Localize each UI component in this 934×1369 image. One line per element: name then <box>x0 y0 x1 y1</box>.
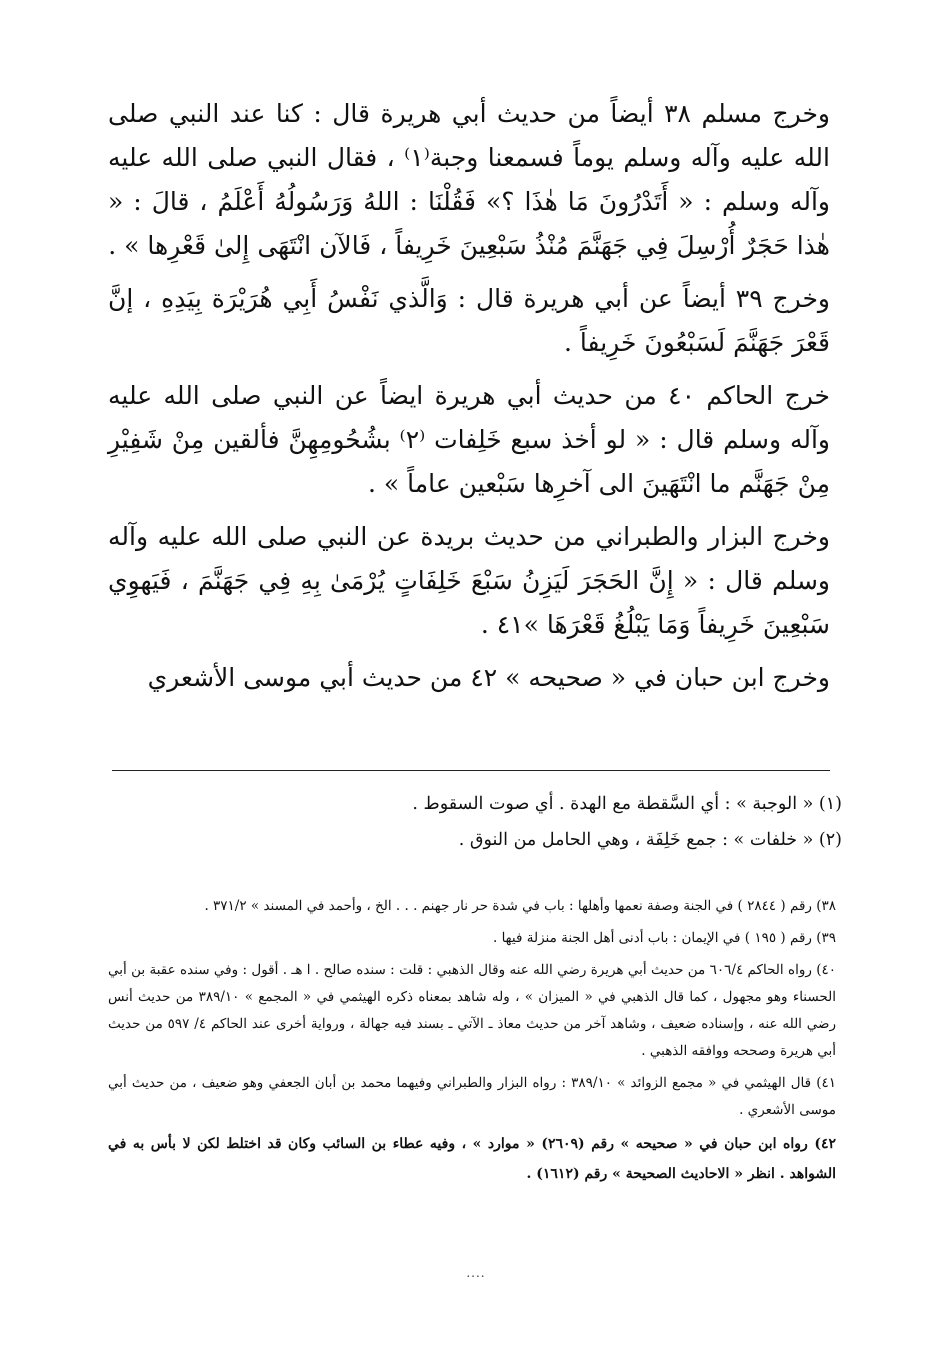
paragraph-hadith-39: وخرج ٣٩ أيضاً عن أبي هريرة قال : وَالَّذي نَفْسُ أَبِي هُرَيْرَة بِيَدِهِ ، إنَّ قَعْرَ جَهَنَّمَ لَسَبْعُونَ خَرِيفاً . <box>108 284 830 357</box>
paragraph-hadith-bazzar-41: وخرج البزار والطبراني من حديث بريدة عن النبي صلى الله عليه وآله وسلم قال : « إِنَّ الحَجَرَ لَيَزِنُ سَبْعَ خَلِفَاتٍ يُرْمَىٰ بِهِ فِي جَهَنَّمَ ، فَيَهوِي سَبْعِينَ خَرِيفاً وَمَا يَبْلُغُ قَعْرَهَا »٤١ . <box>108 522 830 639</box>
footnotes-top <box>120 786 842 858</box>
footnote-40: ٤٠) رواه الحاكم ٦٠٦/٤ من حديث أبي هريرة رضي الله عنه وقال الذهبي : قلت : سنده صالح . ا هـ . أقول : وفي سنده عقبة بن أبي الحسناء وهو مجهول ، كما قال الذهبي في « الميزان » ، وله شاهد بمعناه ذكره الهيثمي في « المجمع » ٣٨٩/١٠ من حديث أنس رضي الله عنه ، وإسناده ضعيف ، وشاهد آخر من حديث معاذ ـ الآتي ـ بسند فيه جهالة ، ورواية أخرى عند الحاكم ٤/ ٥٩٧ من حديث أبي هريرة وصححه ووافقه الذهبي . <box>108 962 837 1059</box>
page-number-mark: .... <box>466 1266 486 1280</box>
footnote-41: ٤١) قال الهيثمي في « مجمع الزوائد » ٣٨٩/١٠ : رواه البزار والطبراني وفيهما محمد بن أبان الجعفي وهو ضعيف ، من حديث أبي موسى الأشعري . <box>108 1075 836 1118</box>
footnote-39: ٣٩) رقم ( ١٩٥ ) في الإيمان : باب أدنى أهل الجنة منزلة فيها . <box>492 930 836 946</box>
footnote-38: ٣٨) رقم ( ٢٨٤٤ ) في الجنة وصفة نعمها وأهلها : باب في شدة حر نار جهنم . . . الخ ، وأحمد في المسند » ٣٧١/٢ . <box>204 898 836 914</box>
paragraph-hadith-ibn-hibban-42: وخرج ابن حبان في « صحيحه » ٤٢ من حديث أبي موسى الأشعري <box>147 663 830 692</box>
footnote-42: ٤٢) رواه ابن حبان في « صحيحه » رقم (٢٦٠٩) « موارد » ، وفيه عطاء بن السائب وكان قد اختلط لكن لا بأس به في الشواهد . انظر « الاحاديث الصحيحة » رقم (١٦١٢) . <box>108 1136 836 1182</box>
footnote-2: (٢) « خلفات » : جمع خَلِفَة ، وهي الحامل من النوق . <box>458 830 842 850</box>
paragraph-hadith-muslim-38: وخرج مسلم ٣٨ أيضاً من حديث أبي هريرة قال : كنا عند النبي صلى الله عليه وآله وسلم يوماً فسمعنا وجبة⁽١⁾ ، فقال النبي صلى الله عليه وآله وسلم : « أَتَدْرُونَ مَا هٰذَا ؟» فَقُلْنَا : اللهُ وَرَسُولُهُ أَعْلَمُ ، قالَ : « هٰذا حَجَرٌ أُرْسِلَ فِي جَهَنَّمَ مُنْذُ سَبْعِينَ خَرِيفاً ، فَالآن انْتَهَى إِلىٰ قَعْرِها » . <box>108 99 830 260</box>
paragraph-hadith-hakim-40: خرج الحاكم ٤٠ من حديث أبي هريرة ايضاً عن النبي صلى الله عليه وآله وسلم قال : « لو أخذ سبع خَلِفات ⁽٢⁾ بشُحُومِهِنَّ فألقين مِنْ شَفِيْرِ مِنْ جَهَنَّم ما انْتَهَينَ الى آخرِها سَبْعين عاماً » . <box>108 381 831 498</box>
footnote-1: (١) « الوجبة » : أي السَّقطة مع الهدة . أي صوت السقوط . <box>412 794 842 814</box>
footnote-divider <box>112 770 830 771</box>
footnotes-bottom <box>108 893 836 1194</box>
main-text <box>108 92 830 709</box>
